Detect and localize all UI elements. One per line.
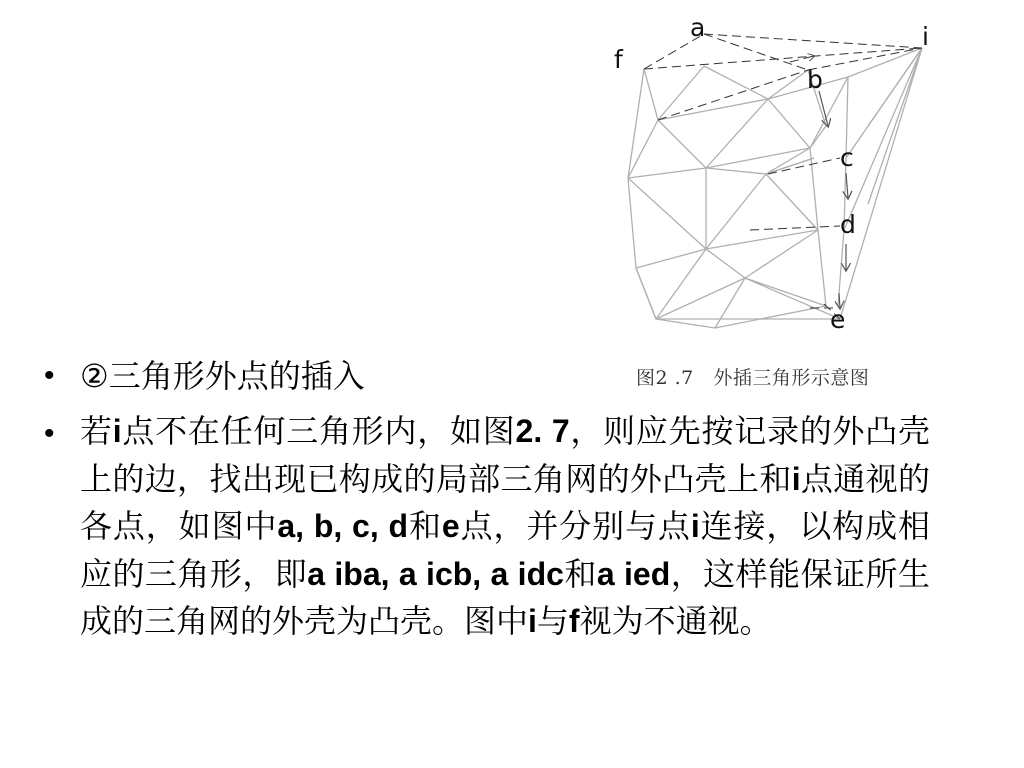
point-label-f: f <box>614 45 623 74</box>
bullet-list <box>44 350 944 646</box>
triangulation-figure <box>600 8 960 348</box>
point-label-a: a <box>690 13 706 42</box>
text-run-bold: a, b, c, d <box>277 508 409 544</box>
point-label-e: e <box>830 305 846 334</box>
point-label-d: d <box>840 210 856 239</box>
text-run-bold: i <box>528 603 537 639</box>
bullet-text-1: ②三角形外点的插入 <box>80 357 365 395</box>
text-run: 与 <box>536 602 569 640</box>
text-run: 若 <box>80 412 113 450</box>
text-run-bold: 2. 7 <box>515 413 570 449</box>
text-run: ，这样能保证所生成的三角网的外壳为凸壳。图中 <box>80 554 930 640</box>
point-label-b: b <box>807 65 823 94</box>
bullet-text-2 <box>80 408 930 646</box>
text-run: 视为不通视。 <box>579 602 772 640</box>
text-run: ，则应先按记录的外凸壳上的边，找出现已构成的局部三角网的外凸壳上和 <box>80 412 930 498</box>
figure-caption: 图2 .7 外插三角形示意图 <box>636 367 870 389</box>
bullet-dot-icon: • <box>44 359 55 392</box>
bullet-dot-icon: • <box>44 417 55 450</box>
text-run-bold: i <box>791 460 801 497</box>
text-run: 和 <box>408 507 442 545</box>
hull-dashed-edges <box>644 34 922 319</box>
bullet-item-2 <box>44 408 930 646</box>
point-label-c: c <box>840 143 854 172</box>
triangulation-diagram <box>600 8 960 348</box>
text-run-bold: a ied <box>596 555 671 592</box>
text-run-bold: i <box>112 413 122 449</box>
text-run-bold: a iba, a icb, a idc <box>307 555 564 592</box>
text-run-bold: e <box>441 508 460 544</box>
text-run: 点不在任何三角形内，如图 <box>121 412 516 450</box>
text-run: 点通视的各点，如图中 <box>80 459 930 545</box>
text-run-bold: f <box>568 603 580 639</box>
text-run: 和 <box>563 554 597 593</box>
text-run: 点，并分别与点 <box>459 507 691 545</box>
text-run-bold: i <box>690 508 700 544</box>
point-label-i: i <box>922 22 929 51</box>
bullet-item-1 <box>44 350 944 402</box>
triangle-mesh <box>628 48 922 328</box>
text-run: 连接，以构成相应的三角形，即 <box>80 507 930 593</box>
